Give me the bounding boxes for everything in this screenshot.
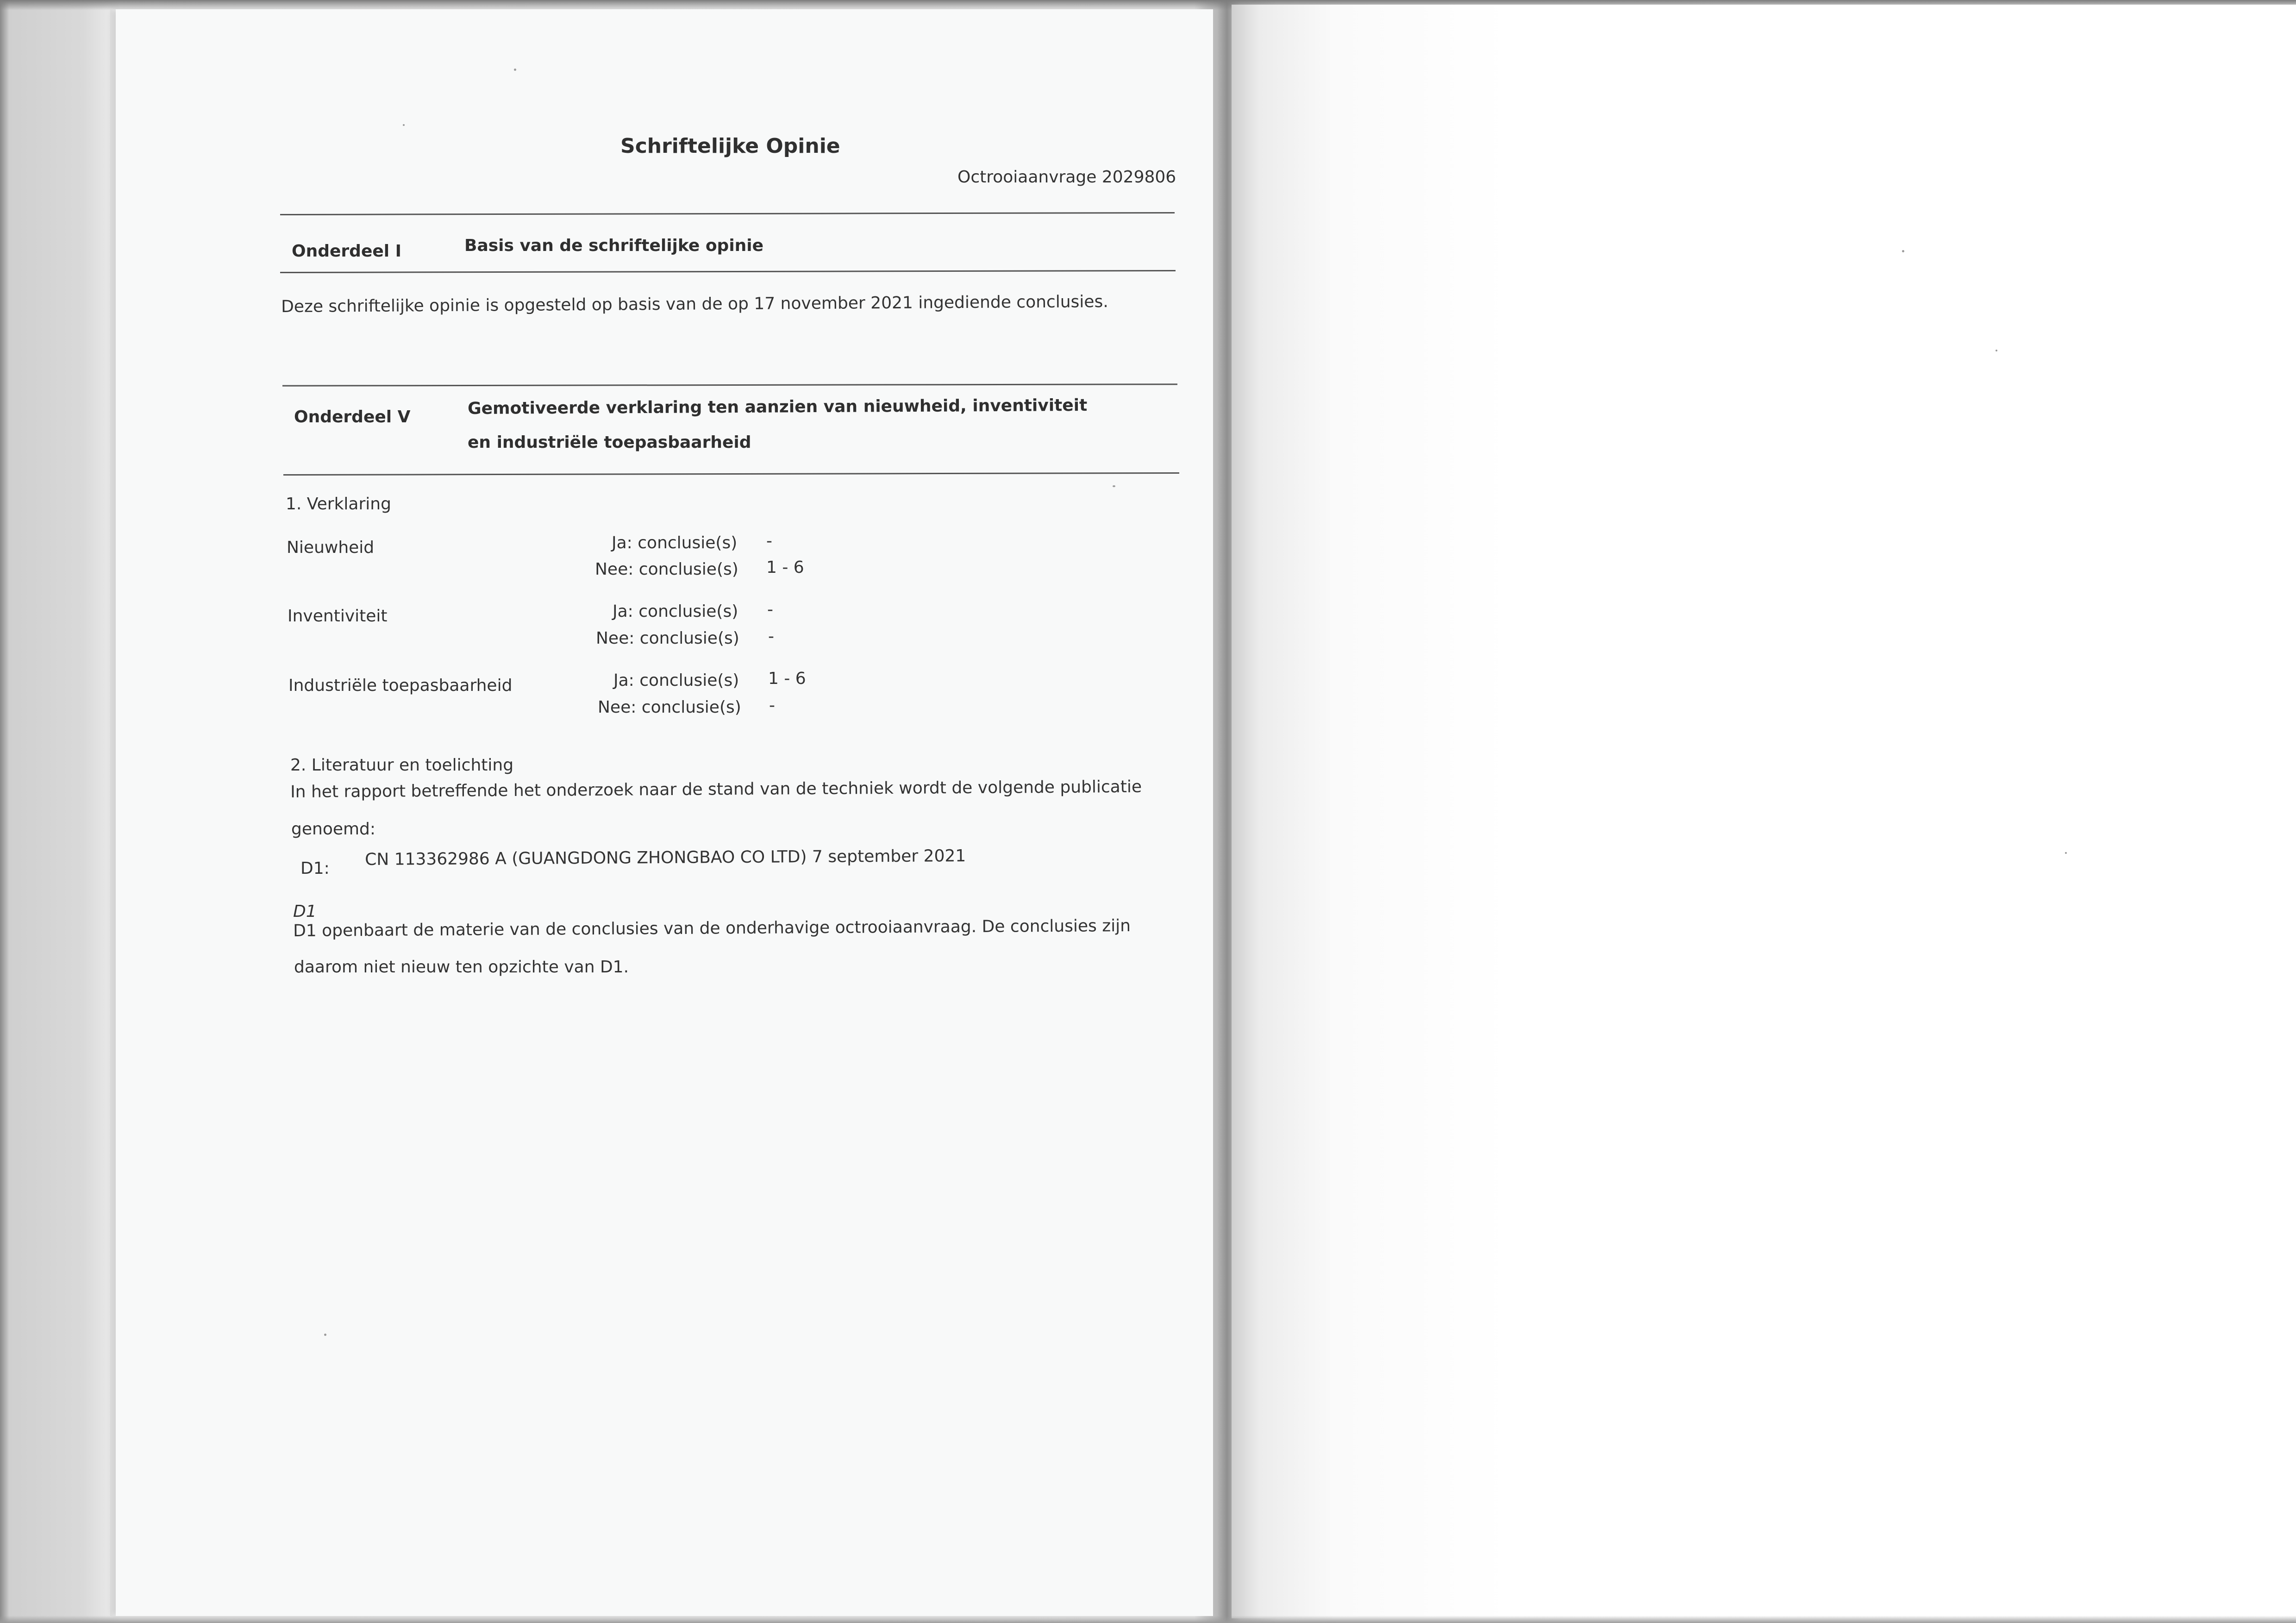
section-1-title: Basis van de schriftelijke opinie [464,236,764,255]
scan-speck [324,1334,326,1336]
application-number: Octrooiaanvrage 2029806 [957,168,1176,187]
scan-speck [403,124,405,126]
citation-text: CN 113362986 A (GUANGDONG ZHONGBAO CO LTD) 7 september 2021 [365,846,966,869]
statement-heading: 1. Verklaring [286,495,391,514]
scan-speck [1902,250,1904,252]
criterion-no-label-novelty: Nee: conclusie(s) [595,560,738,579]
literature-heading: 2. Literatuur en toelichting [290,756,514,775]
criterion-yes-value-novelty: - [766,532,772,551]
criterion-yes-label-industrial-applicability: Ja: conclusie(s) [613,671,739,690]
d1-heading: D1 [293,902,317,921]
criterion-name-industrial-applicability: Industriële toepasbaarheid [288,676,513,695]
citation-label: D1: [300,859,330,878]
section-5-label: Onderdeel V [294,407,411,426]
scan-speck [514,69,516,71]
document-title: Schriftelijke Opinie [620,134,840,158]
criterion-name-novelty: Nieuwheid [287,538,375,557]
literature-intro-line1: In het rapport betreffende het onderzoek naar de stand van de techniek wordt de volgende publicatie [290,777,1142,802]
scan-speck [2065,852,2067,854]
scan-speck [1113,485,1115,487]
criterion-yes-value-industrial-applicability: 1 - 6 [768,669,806,688]
section-5-bottom-rule [283,472,1179,476]
criterion-yes-value-inventiveness: - [767,600,773,619]
d1-text-line2: daarom niet nieuw ten opzichte van D1. [294,958,629,977]
d1-text-line1: D1 openbaart de materie van de conclusies van de onderhavige octrooiaanvraag. De conclusies zijn [293,916,1131,940]
criterion-no-label-inventiveness: Nee: conclusie(s) [596,629,739,648]
scan-speck [1996,350,1997,351]
section-1-label: Onderdeel I [292,242,402,261]
criterion-yes-label-novelty: Ja: conclusie(s) [612,533,738,552]
literature-intro-line2: genoemd: [291,820,376,839]
section-5-title-line2: en industriële toepasbaarheid [468,433,751,452]
section-1-text: Deze schriftelijke opinie is opgesteld op basis van de op 17 november 2021 ingediende conclusies. [281,292,1108,316]
section-1-top-rule [280,212,1175,215]
section-1-bottom-rule [280,270,1176,273]
criterion-no-value-inventiveness: - [768,627,774,646]
criterion-yes-label-inventiveness: Ja: conclusie(s) [613,602,738,621]
criterion-no-value-novelty: 1 - 6 [766,558,804,577]
criterion-no-label-industrial-applicability: Nee: conclusie(s) [598,698,741,717]
criterion-name-inventiveness: Inventiviteit [288,607,388,626]
criterion-no-value-industrial-applicability: - [769,696,775,715]
section-5-top-rule [282,383,1177,386]
section-5-title-line1: Gemotiveerde verklaring ten aanzien van nieuwheid, inventiviteit [468,395,1088,418]
